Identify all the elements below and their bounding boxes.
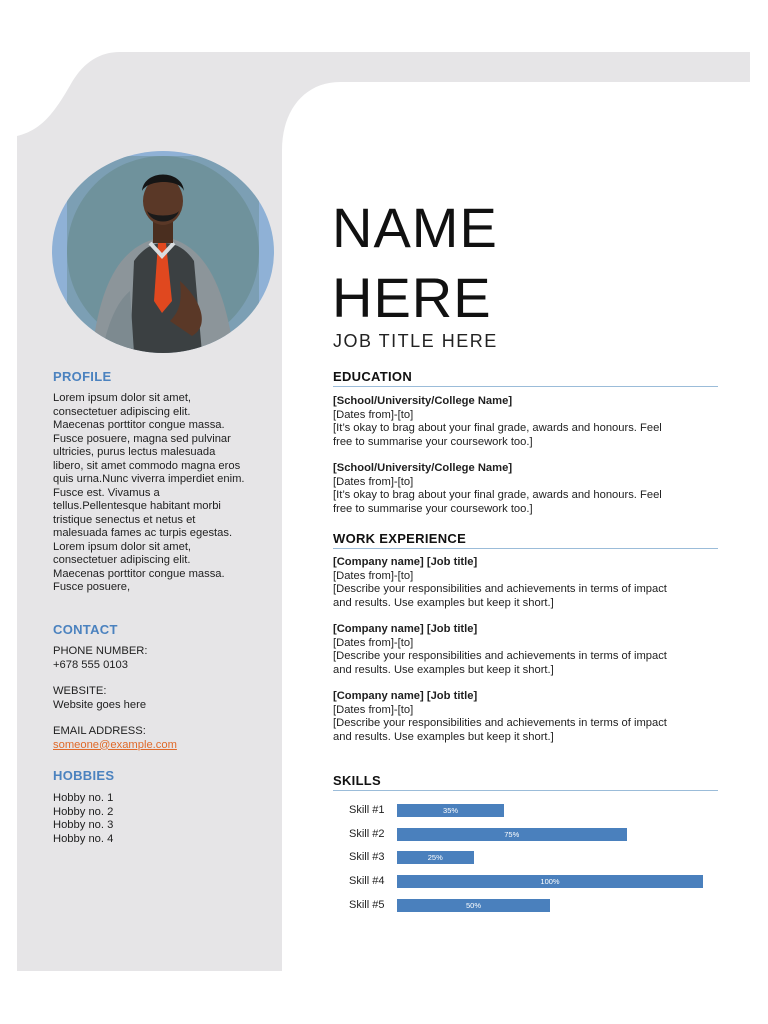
entry-desc: free to summarise your coursework too.] (333, 435, 533, 448)
entry-desc: and results. Use examples but keep it short.] (333, 663, 554, 676)
education-entry (333, 395, 718, 449)
skill-track (397, 899, 703, 912)
entry-dates: [Dates from]-[to] (333, 408, 414, 421)
entry-desc: [Describe your responsibilities and achievements in terms of impact (333, 717, 667, 729)
skill-row (333, 874, 718, 888)
contact-block (53, 645, 278, 752)
top-band (17, 52, 750, 150)
name-heading (332, 193, 498, 333)
skill-bar (397, 899, 550, 912)
contact-heading: CONTACT (53, 622, 118, 637)
skill-track (397, 828, 703, 841)
profile-line: tellus.Pellentesque habitant morbi (53, 500, 221, 512)
website-value: Website goes here (53, 698, 147, 711)
skill-row (333, 803, 718, 817)
entry-desc: free to summarise your coursework too.] (333, 502, 533, 515)
work-entry (333, 690, 718, 744)
profile-line: Fusce posuere, magna sed pulvinar (53, 432, 231, 445)
entry-title: [Company name] [Job title] (333, 690, 478, 702)
job-title: JOB TITLE HERE (333, 331, 498, 351)
profile-line: tristique senectus et netus et (53, 513, 196, 526)
entry-dates: [Dates from]-[to] (333, 703, 414, 716)
phone-label: PHONE NUMBER: (53, 645, 148, 657)
entry-desc: and results. Use examples but keep it short.] (333, 730, 554, 743)
profile-line: ultricies, purus lectus malesuada (53, 446, 216, 458)
skill-row (333, 898, 718, 912)
skill-label: Skill #5 (349, 899, 385, 911)
education-entry (333, 462, 718, 516)
entry-desc: [It’s okay to brag about your final grade, awards and honours. Feel (333, 422, 662, 434)
hobbies-list (53, 792, 278, 846)
profile-line: malesuada fames ac turpis egestas. (53, 527, 233, 539)
skill-label: Skill #4 (349, 875, 385, 887)
profile-heading: PROFILE (53, 369, 112, 384)
skill-label: Skill #3 (349, 851, 385, 863)
name-line-2: HERE (332, 266, 492, 329)
phone-number: +678 555 0103 (53, 658, 128, 671)
name-line-1: NAME (332, 196, 498, 259)
profile-line: Maecenas porttitor congue massa. (53, 567, 225, 580)
profile-line: Lorem ipsum dolor sit amet, (53, 392, 192, 404)
skill-track (397, 875, 703, 888)
work-heading: WORK EXPERIENCE (333, 531, 718, 549)
profile-line: Maecenas porttitor congue massa. (53, 419, 225, 431)
skill-percent: 100% (540, 877, 560, 886)
skill-bar (397, 875, 703, 888)
skill-percent: 50% (465, 901, 481, 910)
skill-bar (397, 804, 504, 817)
profile-line: Lorem ipsum dolor sit amet, (53, 540, 192, 553)
skill-percent: 75% (504, 830, 520, 839)
profile-line: consectetuer adipiscing elit. (53, 405, 191, 418)
entry-dates: [Dates from]-[to] (333, 475, 414, 488)
skill-label: Skill #2 (349, 828, 385, 840)
entry-dates: [Dates from]-[to] (333, 636, 414, 649)
skill-percent: 35% (443, 806, 459, 815)
entry-desc: [Describe your responsibilities and achievements in terms of impact (333, 583, 667, 595)
work-entry (333, 556, 718, 610)
profile-line: consectetuer adipiscing elit. (53, 554, 191, 566)
website-label: WEBSITE: (53, 685, 107, 697)
skill-bar (397, 828, 627, 841)
skill-track (397, 804, 703, 817)
skill-row (333, 827, 718, 841)
skill-bar (397, 851, 474, 864)
skill-label: Skill #1 (349, 804, 385, 816)
profile-text (53, 392, 278, 595)
hobby-item: Hobby no. 2 (53, 805, 114, 818)
email-link[interactable]: someone@example.com (53, 738, 177, 751)
email-label: EMAIL ADDRESS: (53, 725, 146, 737)
entry-desc: [It’s okay to brag about your final grade, awards and honours. Feel (333, 489, 662, 501)
entry-desc: [Describe your responsibilities and achievements in terms of impact (333, 650, 667, 662)
education-heading: EDUCATION (333, 369, 718, 387)
skill-track (397, 851, 703, 864)
work-entry (333, 623, 718, 677)
entry-dates: [Dates from]-[to] (333, 569, 414, 582)
entry-title: [School/University/College Name] (333, 462, 513, 474)
profile-photo (52, 151, 274, 353)
entry-title: [Company name] [Job title] (333, 623, 478, 635)
entry-title: [Company name] [Job title] (333, 556, 478, 568)
profile-line: Fusce est. Vivamus a (53, 486, 160, 499)
hobby-item: Hobby no. 3 (53, 819, 114, 831)
skills-heading: SKILLS (333, 773, 718, 791)
hobbies-heading: HOBBIES (53, 768, 115, 783)
hobby-item: Hobby no. 4 (53, 832, 114, 845)
profile-line: Fusce posuere, (53, 581, 131, 593)
skill-row (333, 850, 718, 864)
profile-line: libero, sit amet commodo magna eros (53, 459, 241, 472)
hobby-item: Hobby no. 1 (53, 792, 114, 804)
entry-title: [School/University/College Name] (333, 395, 513, 407)
skill-percent: 25% (427, 853, 443, 862)
entry-desc: and results. Use examples but keep it short.] (333, 596, 554, 609)
portrait-photo-icon (52, 151, 274, 353)
profile-line: quis urna.Nunc viverra imperdiet enim. (53, 473, 245, 485)
